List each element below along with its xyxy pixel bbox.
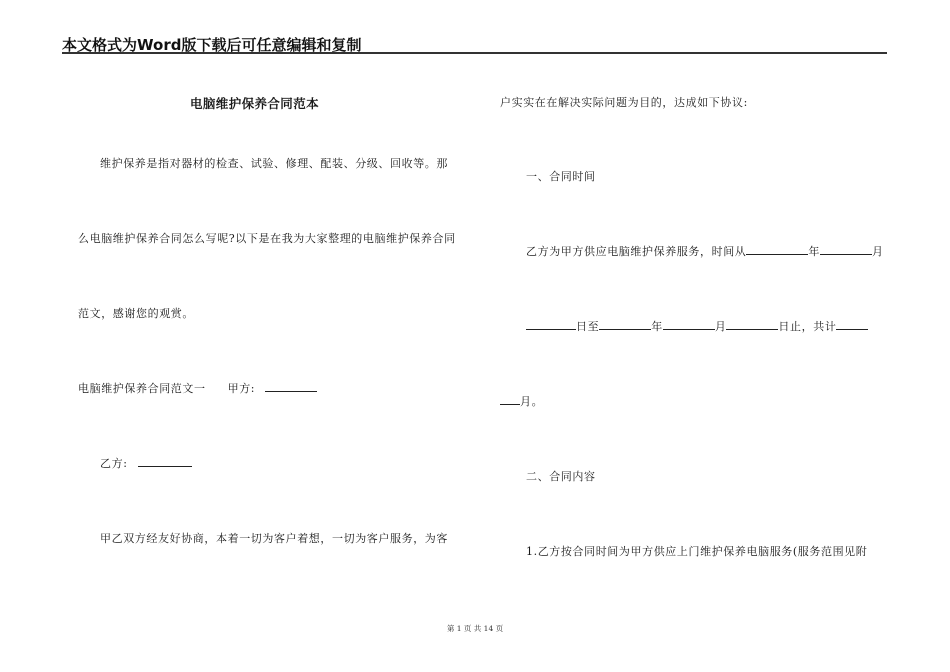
year-label: 年 [808, 245, 821, 258]
party-a-blank [265, 381, 317, 392]
month-label-2: 月 [714, 320, 727, 333]
sample-title-line [78, 380, 317, 396]
party-a-label: 甲方: [227, 382, 256, 395]
end-month-blank [663, 319, 715, 330]
party-b-line [100, 455, 192, 471]
page-number-footer: 第 1 页 共 14 页 [446, 624, 504, 633]
service-period-line-3 [500, 393, 543, 409]
months-suffix: 月。 [520, 395, 544, 408]
service-period-text: 乙方为甲方供应电脑维护保养服务，时间从 [526, 245, 747, 258]
service-period-line [526, 243, 884, 259]
document-title: 电脑维护保养合同范本 [190, 96, 320, 111]
party-b-blank [138, 456, 192, 467]
intro-line-3: 范文，感谢您的观赏。 [78, 307, 194, 320]
continue-line: 户实实在在解决实际问题为目的，达成如下协议: [500, 96, 748, 109]
end-day-blank [726, 319, 778, 330]
document-header-note: 本文格式为Word版下载后可任意编辑和复制 [62, 36, 362, 54]
sample-title: 电脑维护保养合同范文一 [78, 382, 206, 395]
contract-item-1: 1.乙方按合同时间为甲方供应上门维护保养电脑服务(服务范围见附 [526, 545, 868, 558]
day-to-label: 日至 [576, 320, 600, 333]
start-day-blank [526, 319, 576, 330]
total-months-blank-cont [500, 394, 520, 405]
intro-line-1: 维护保养是指对器材的检查、试验、修理、配装、分级、回收等。那 [100, 157, 448, 170]
month-label: 月 [872, 245, 884, 258]
service-period-line-2 [526, 318, 868, 334]
section-2-heading: 二、合同内容 [526, 470, 596, 483]
party-b-label: 乙方: [100, 457, 128, 470]
day-end-label: 日止，共计 [778, 320, 837, 333]
start-month-blank [820, 244, 872, 255]
section-1-heading: 一、合同时间 [526, 170, 596, 183]
intro-line-2: 么电脑维护保养合同怎么写呢?以下是在我为大家整理的电脑维护保养合同 [78, 232, 456, 245]
end-year-blank [599, 319, 651, 330]
start-year-blank [746, 244, 808, 255]
year-label-2: 年 [651, 320, 663, 333]
total-months-blank [836, 319, 868, 330]
agreement-line: 甲乙双方经友好协商，本着一切为客户着想，一切为客户服务，为客 [100, 532, 448, 545]
header-divider [62, 52, 887, 54]
